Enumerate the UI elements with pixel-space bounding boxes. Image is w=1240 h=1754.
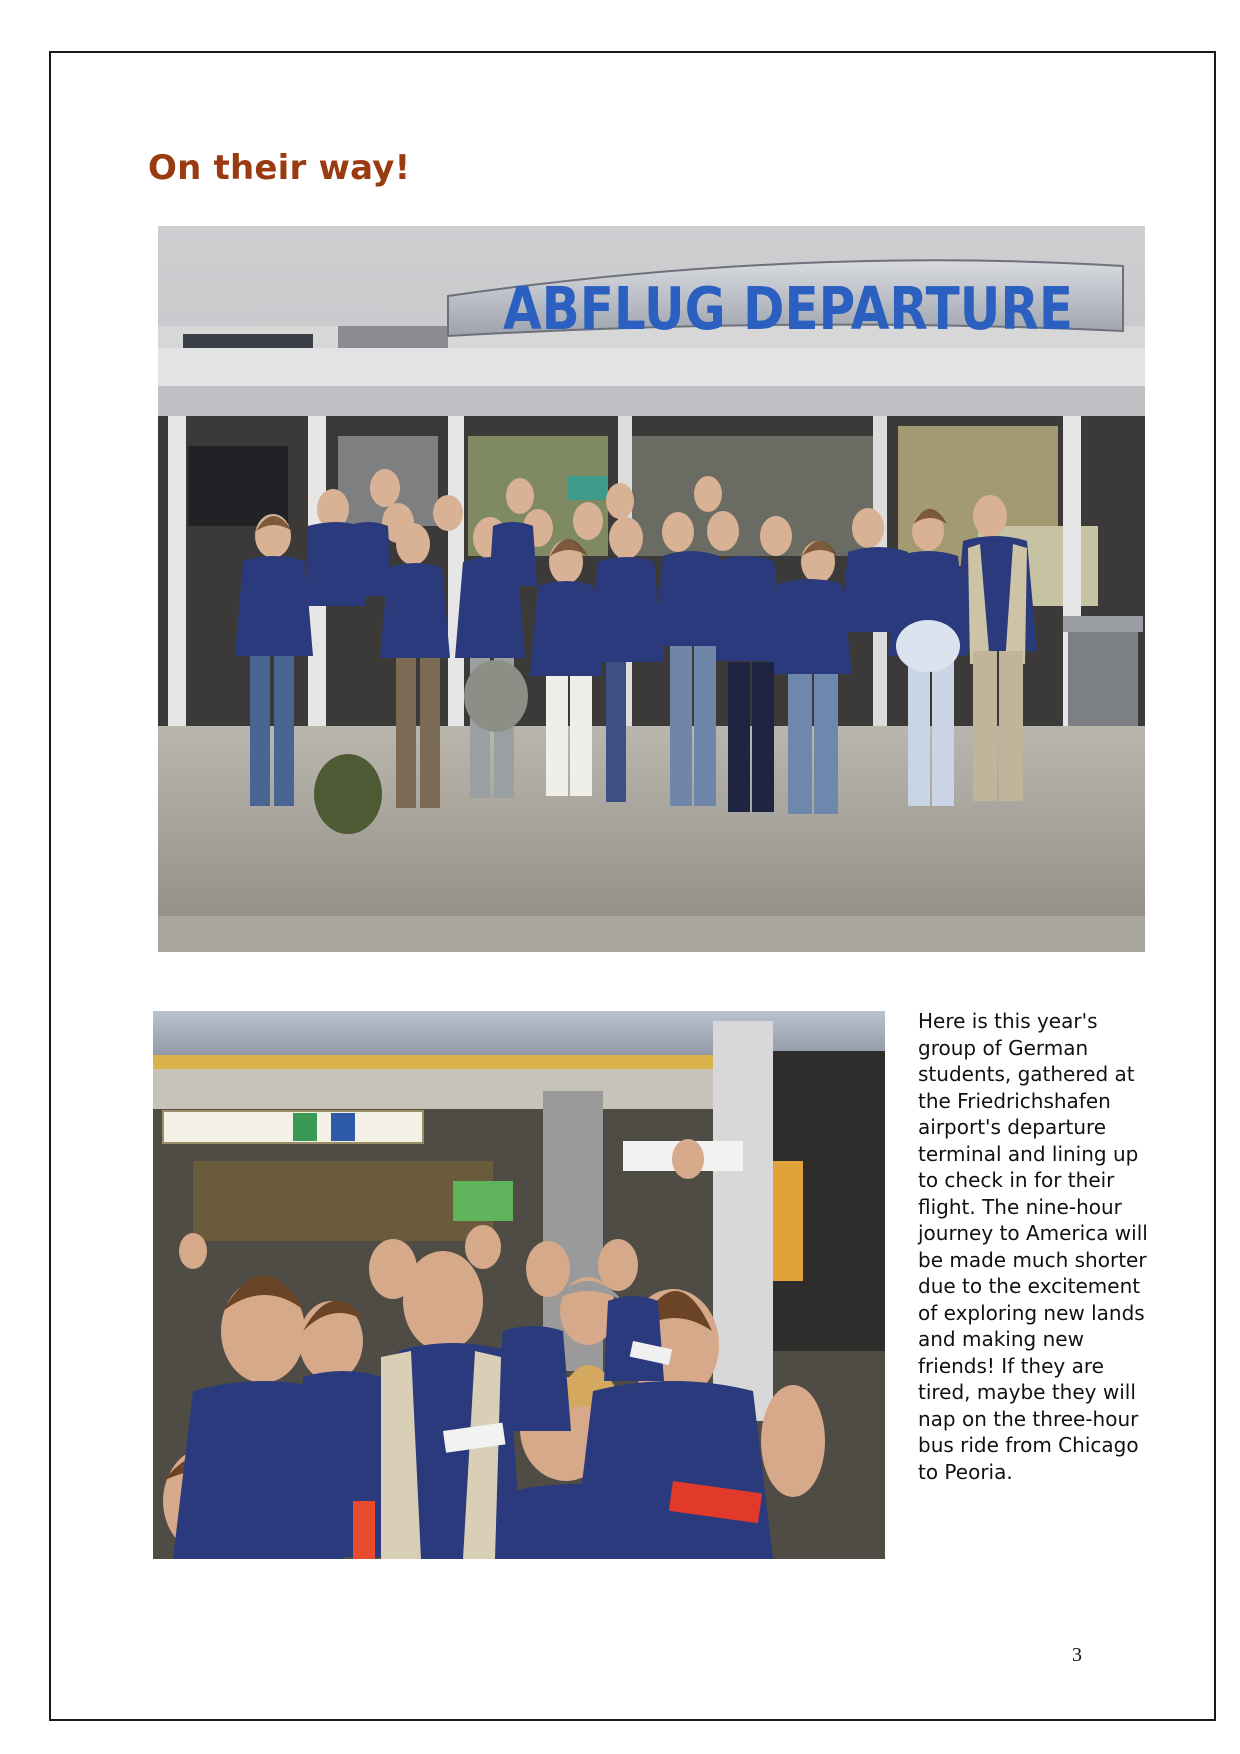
page-number: 3 bbox=[1072, 1644, 1082, 1666]
check-in-line-photo bbox=[153, 1011, 885, 1559]
photo-caption: Here is this year's group of German students, gathered at the Friedrichshafen airport's departure terminal and lining up to check in for their flight. The nine-hour journey to America will be made much shorter due to the excitement of exploring new lands and making new friends! If they are tired, maybe they will nap on the three-hour bus ride from Chicago to Peoria. bbox=[918, 1009, 1148, 1484]
departure-group-photo bbox=[158, 226, 1145, 952]
departure-sign-text: ABFLUG DEPARTURE bbox=[503, 274, 1073, 344]
page-title: On their way! bbox=[148, 148, 411, 188]
